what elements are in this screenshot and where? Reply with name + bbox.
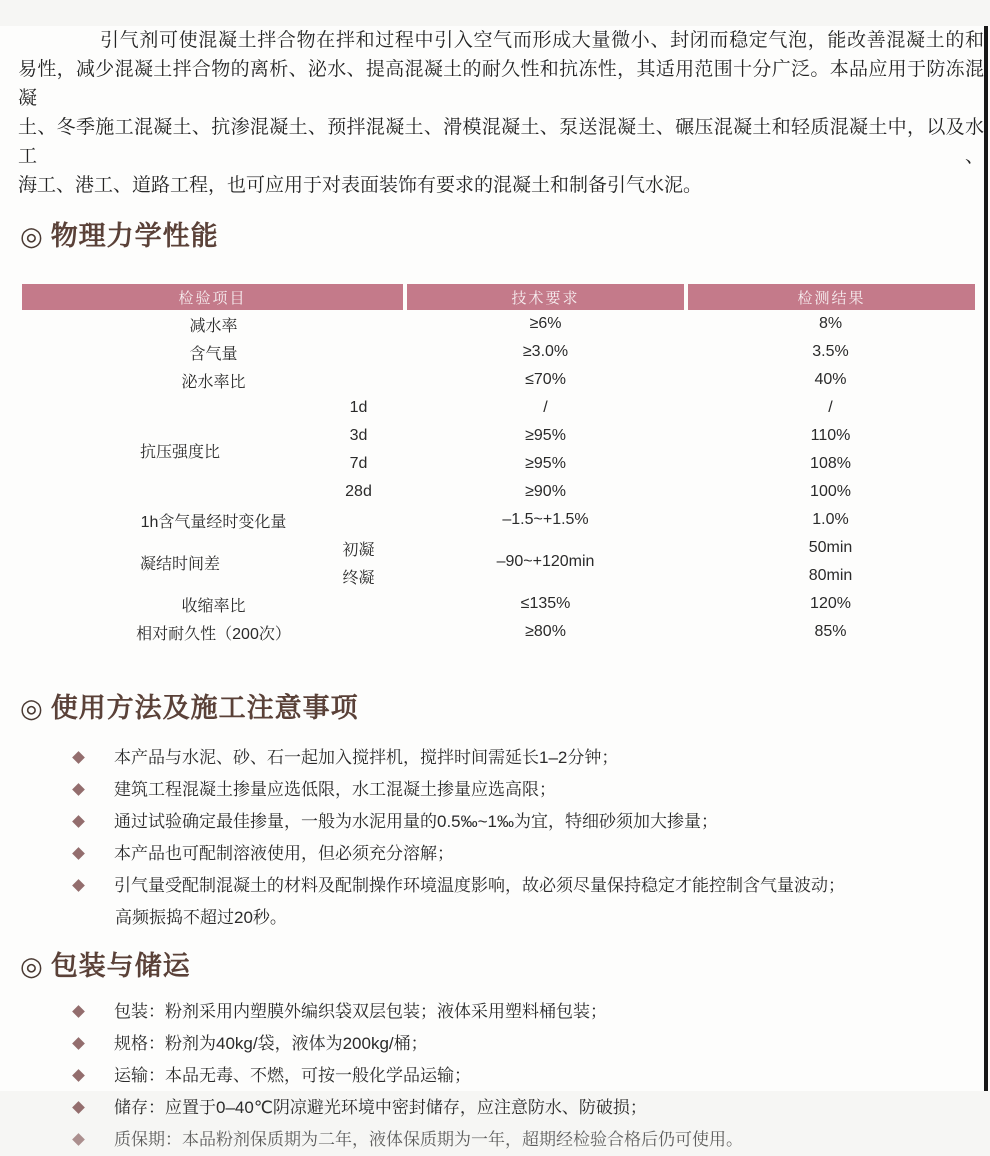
table-row [22,618,975,646]
result-cell: 80min [808,567,853,584]
section-heading-usage [20,692,990,724]
intro-line: 土、冬季施工混凝土、抗渗混凝土、预拌混凝土、滑模混凝土、泵送混凝土、碾压混凝土和轻质混凝土中，以及水工、 [18,117,984,167]
column-header-item: 检验项目 [22,284,405,310]
diamond-bullet-icon [72,1005,85,1018]
scan-edge-line [984,26,988,1091]
stage-cell: 终凝 [342,569,375,587]
cutoff-partial-line [0,1124,990,1149]
double-circle-icon: ◎ [20,221,44,251]
scanned-datasheet-page [0,26,990,1149]
result-cell: 110% [810,427,851,444]
list-item-text: 包装：粉剂采用内塑膜外编织袋双层包装；液体采用塑料桶包装； [114,1002,607,1021]
diamond-bullet-icon [72,1037,85,1050]
intro-line: 海工、港工、道路工程，也可应用于对表面装饰有要求的混凝土和制备引气水泥。 [18,175,703,196]
diamond-bullet-icon [72,815,85,828]
section-title: 物理力学性能 [50,221,219,251]
result-cell: 8% [818,315,843,332]
item-cell: 减水率 [189,317,238,335]
list-item [74,870,990,902]
list-item-text: 运输：本品无毒、不燃，可按一般化学品运输； [114,1066,471,1085]
item-cell: 收缩率比 [181,597,246,615]
list-item-text: 质保期：本品粉剂保质期为二年，液体保质期为一年，超期经检验合格后仍可使用。 [114,1130,743,1149]
item-group-cell: 凝结时间差 [139,555,220,573]
age-cell: 28d [345,483,372,500]
table-row [22,506,975,534]
item-cell: 相对耐久性（200次） [136,625,291,643]
list-item [74,838,990,870]
item-cell: 含气量 [189,345,238,363]
intro-paragraph [18,26,984,200]
list-item-text: 通过试验确定最佳掺量，一般为水泥用量的0.5‰~1‰为宜，特细砂须加大掺量； [114,812,719,831]
requirement-cell: ≥6% [529,315,562,332]
list-item [74,996,990,1028]
item-cell: 1h含气量经时变化量 [140,513,287,531]
column-header-requirement: 技术要求 [405,284,686,310]
requirement-cell: –1.5~+1.5% [502,511,589,528]
diamond-bullet-icon [72,847,85,860]
list-item [74,1092,990,1124]
result-cell: / [828,399,833,416]
diamond-bullet-icon [72,1133,85,1146]
packaging-list-overflow [0,1124,990,1156]
list-item [74,1124,990,1156]
result-cell: 120% [810,595,851,612]
list-item-text: 本产品与水泥、砂、石一起加入搅拌机，搅拌时间需延长1–2分钟； [114,748,619,767]
requirement-cell: –90~+120min [496,553,595,570]
result-cell: 108% [810,455,851,472]
diamond-bullet-icon [72,751,85,764]
table-row [22,338,975,366]
list-item-text: 规格：粉剂为40kg/袋，液体为200kg/桶； [114,1034,428,1053]
requirement-cell: ≥90% [525,483,566,500]
list-item-text: 储存：应置于0–40℃阴凉避光环境中密封储存，应注意防水、防破损； [114,1098,647,1117]
requirement-cell: ≤70% [525,371,566,388]
requirement-cell: ≥80% [525,623,566,640]
list-item [74,774,990,806]
properties-table [22,284,975,646]
table-row [22,310,975,338]
diamond-bullet-icon [72,1069,85,1082]
requirement-cell: ≤135% [520,595,571,612]
item-group-cell: 抗压强度比 [139,443,220,461]
table-header-row [22,284,975,310]
double-circle-icon: ◎ [20,951,44,981]
list-item-text: 引气量受配制混凝土的材料及配制操作环境温度影响，故必须尽量保持稳定才能控制含气量波动； [114,876,845,895]
usage-list [0,742,990,902]
age-cell: 3d [349,427,368,444]
list-item-continuation: 高频振捣不超过20秒。 [115,908,287,927]
section-heading-packaging [20,950,990,982]
list-item-text: 本产品也可配制溶液使用，但必须充分溶解； [114,844,454,863]
stage-cell: 初凝 [342,541,375,559]
list-item [74,742,990,774]
age-cell: 7d [349,455,368,472]
double-circle-icon: ◎ [20,693,44,723]
item-cell: 泌水率比 [181,373,246,391]
result-cell: 40% [814,371,847,388]
requirement-cell: ≥95% [525,455,566,472]
requirement-cell: ≥95% [525,427,566,444]
list-item [74,1028,990,1060]
table-row [22,590,975,618]
list-item-text: 建筑工程混凝土掺量应选低限，水工混凝土掺量应选高限； [114,780,556,799]
intro-line: 易性，减少混凝土拌合物的离析、泌水、提高混凝土的耐久性和抗冻性，其适用范围十分广泛。本品应用于防冻混凝 [18,59,984,109]
table-row [22,534,975,562]
requirement-cell: ≥3.0% [522,343,569,360]
age-cell: 1d [349,399,368,416]
section-title: 使用方法及施工注意事项 [50,693,359,723]
section-heading-physical [20,220,990,252]
packaging-list [0,996,990,1124]
table-row [22,366,975,394]
diamond-bullet-icon [72,1101,85,1114]
table-row [22,394,975,422]
requirement-cell: / [543,399,548,416]
diamond-bullet-icon [72,879,85,892]
list-item [74,1060,990,1092]
section-title: 包装与储运 [50,951,191,981]
diamond-bullet-icon [72,783,85,796]
result-cell: 100% [810,483,851,500]
intro-line: 引气剂可使混凝土拌合物在拌和过程中引入空气而形成大量微小、封闭而稳定气泡，能改善混凝土的和 [100,30,984,51]
list-item [74,806,990,838]
result-cell: 85% [814,623,847,640]
column-header-result: 检测结果 [686,284,975,310]
result-cell: 50min [808,539,853,556]
result-cell: 1.0% [812,511,849,528]
result-cell: 3.5% [812,343,849,360]
